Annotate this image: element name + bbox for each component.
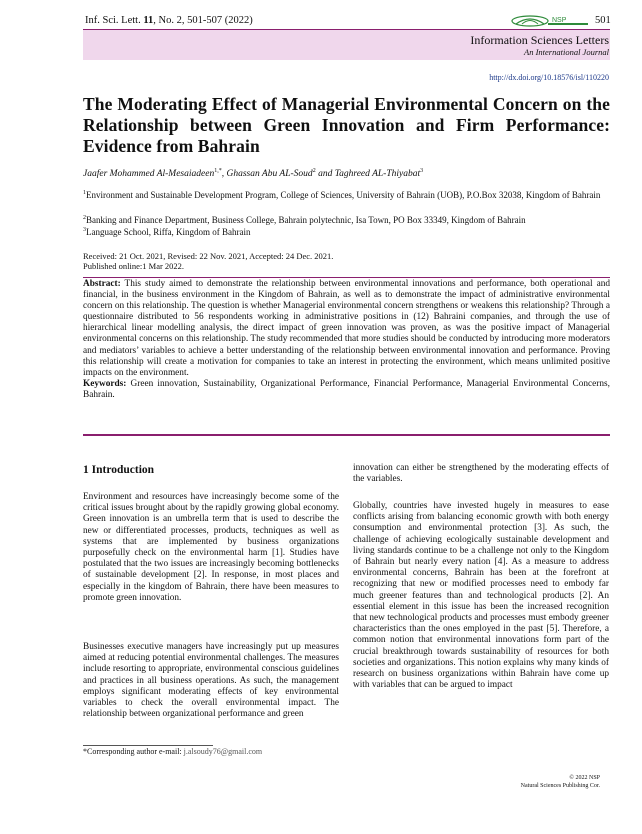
affiliation-2-sup: 2 [83, 215, 86, 221]
affiliation-3-sup: 3 [83, 227, 86, 233]
abstract [83, 279, 610, 401]
column-1-top [83, 492, 339, 615]
author-list [83, 168, 423, 179]
doi-link[interactable]: http://dx.doi.org/10.18576/isl/110220 [489, 73, 609, 82]
citation-journal: Inf. Sci. Lett. [85, 15, 141, 26]
paper-title: The Moderating Effect of Managerial Environmental Concern on the Relationship between Green Innovation and Firm Performance: Evidence from Bahrain [83, 94, 610, 156]
paragraph: Environment and resources have increasingly become some of the critical issues brought about by the rapidly growing global economy. Green innovation is an umbrella term that is used to describe the new or differentiated processes, products, techniques as well as systems that are implemented by business organizations purposefully check on the environmental harm [1]. Studies have postulated that the two issues are increasingly becoming bottlenecks of sustainable development [2]. In response, in most places and especially in the kingdom of Bahrain, there have been measures to promote green innovation. [83, 492, 339, 603]
journal-subtitle: An International Journal [524, 47, 609, 57]
citation-volume: 11 [143, 15, 154, 26]
footnote-label: *Corresponding author e-mail: [83, 747, 182, 756]
affiliation-2-text: Banking and Finance Department, Business College, Bahrain polytechnic, Isa Town, PO Box 33349, Kingdom of Bahrain [86, 215, 526, 225]
author-separator: and [315, 169, 335, 180]
published-date: Published online:1 Mar 2022. [83, 261, 185, 271]
abstract-bottom-rule [83, 434, 610, 436]
copyright [500, 774, 600, 790]
corresponding-email-link[interactable]: j.alsoudy76@gmail.com [181, 747, 263, 756]
journal-title: Information Sciences Letters [470, 33, 609, 47]
affiliation-3-text: Language School, Riffa, Kingdom of Bahrain [86, 227, 251, 237]
copyright-line-1: © 2022 NSP [569, 775, 600, 781]
author-2: Ghassan Abu AL-Soud [226, 169, 313, 180]
footnote-rule [83, 745, 213, 746]
affiliation-1 [83, 188, 610, 201]
footnote [83, 747, 262, 756]
abstract-top-rule [83, 277, 610, 278]
abstract-text: This study aimed to demonstrate the relationship between environmental innovations and performance, both operational and financial, in the business environment in the Kingdom of Bahrain, as well as to demonstrate the impact of administrative environmental concern on this relationship. The question is whether Managerial environmental concern strengthens or weakens this relationship? Through a questionnaire distributed to 56 respondents working in administrative positions in (12) Bahraini companies, and through the use of hierarchical linear modelling analysis, the direct impact of green innovation was proven, as was the positive impact of Managerial environmental concerns on this relationship. The study recommended that more studies should be conducted by introducing more moderators and mediators’ variables to achieve a better understanding of the relationship between environmental innovation and performance. Proving this relationship will create a motivation for companies to take an interest in protecting the environment, which means unlimited positive impacts on the environment. [83, 279, 610, 378]
author-1: Jaafer Mohammed Al-Mesaiadeen [83, 169, 215, 180]
abstract-label: Abstract: [83, 279, 121, 289]
paragraph: innovation can either be strengthened by the moderating effects of the variables. [353, 463, 609, 485]
author-2-sup: 2 [312, 168, 316, 174]
copyright-line-2: Natural Sciences Publishing Cor. [520, 783, 600, 789]
nsp-logo-icon [510, 12, 590, 28]
column-2-main [353, 501, 609, 702]
keywords-text: Green innovation, Sustainability, Organizational Performance, Financial Performance, Managerial Environmental Concerns, Bahrain. [83, 378, 610, 400]
section-heading: 1 Introduction [83, 464, 155, 476]
received-dates: Received: 21 Oct. 2021, Revised: 22 Nov. 2021, Accepted: 24 Dec. 2021. [83, 251, 334, 261]
logo-text: NSP [552, 17, 567, 24]
citation-issue-pages: , No. 2, 501-507 (2022) [153, 15, 253, 26]
author-separator: , [221, 169, 227, 180]
author-3: Taghreed AL-Thiyabat [334, 169, 421, 180]
author-1-sup: 1,* [214, 168, 222, 174]
running-citation [85, 15, 253, 26]
page-number: 501 [595, 15, 611, 26]
affiliation-3 [83, 225, 610, 238]
column-2-top [353, 463, 609, 496]
affiliation-1-text: Environment and Sustainable Development Program, College of Sciences, University of Bahrain (UOB), P.O.Box 32038, Kingdom of Bahrain [86, 190, 601, 200]
keywords-label: Keywords: [83, 378, 127, 389]
column-1-bottom [83, 642, 339, 731]
paragraph: Businesses executive managers have increasingly put up measures aimed at reducing potential environmental challenges. The measures include resorting to appropriate, environmental conscious guidelines and practices in all business operations. As such, the management employs significant moderating effects of key environmental variables to check the overall environmental impact. The relationship between organizational performance and green [83, 642, 339, 720]
paragraph: Globally, countries have invested hugely in measures to ease conflicts arising from balancing economic growth with both energy consumption and environmental protection [3]. As such, the challenge of achieving ecologically sustainable development and living standards continue to be a challenge not only to the Kingdom of Bahrain but nearly every nation [4]. As a measure to address environmental concerns, Bahrain has been at the forefront at recognizing that new or modified processes need to embody far much greener features than and technological products [2]. An essential element in this issue has been the increased recognition that new technological products and processes must embody greener characteristics than the ones employed in the past [5]. Therefore, a common notion that environmental innovations form part of the crucial breakthrough towards sustainability of resources for both societies and organizations. This notion explains why many kinds of research on business organizations within Bahrain have come up with variables that can be argued to impact [353, 501, 609, 691]
affiliation-1-sup: 1 [83, 190, 86, 196]
author-3-sup: 3 [420, 168, 424, 174]
